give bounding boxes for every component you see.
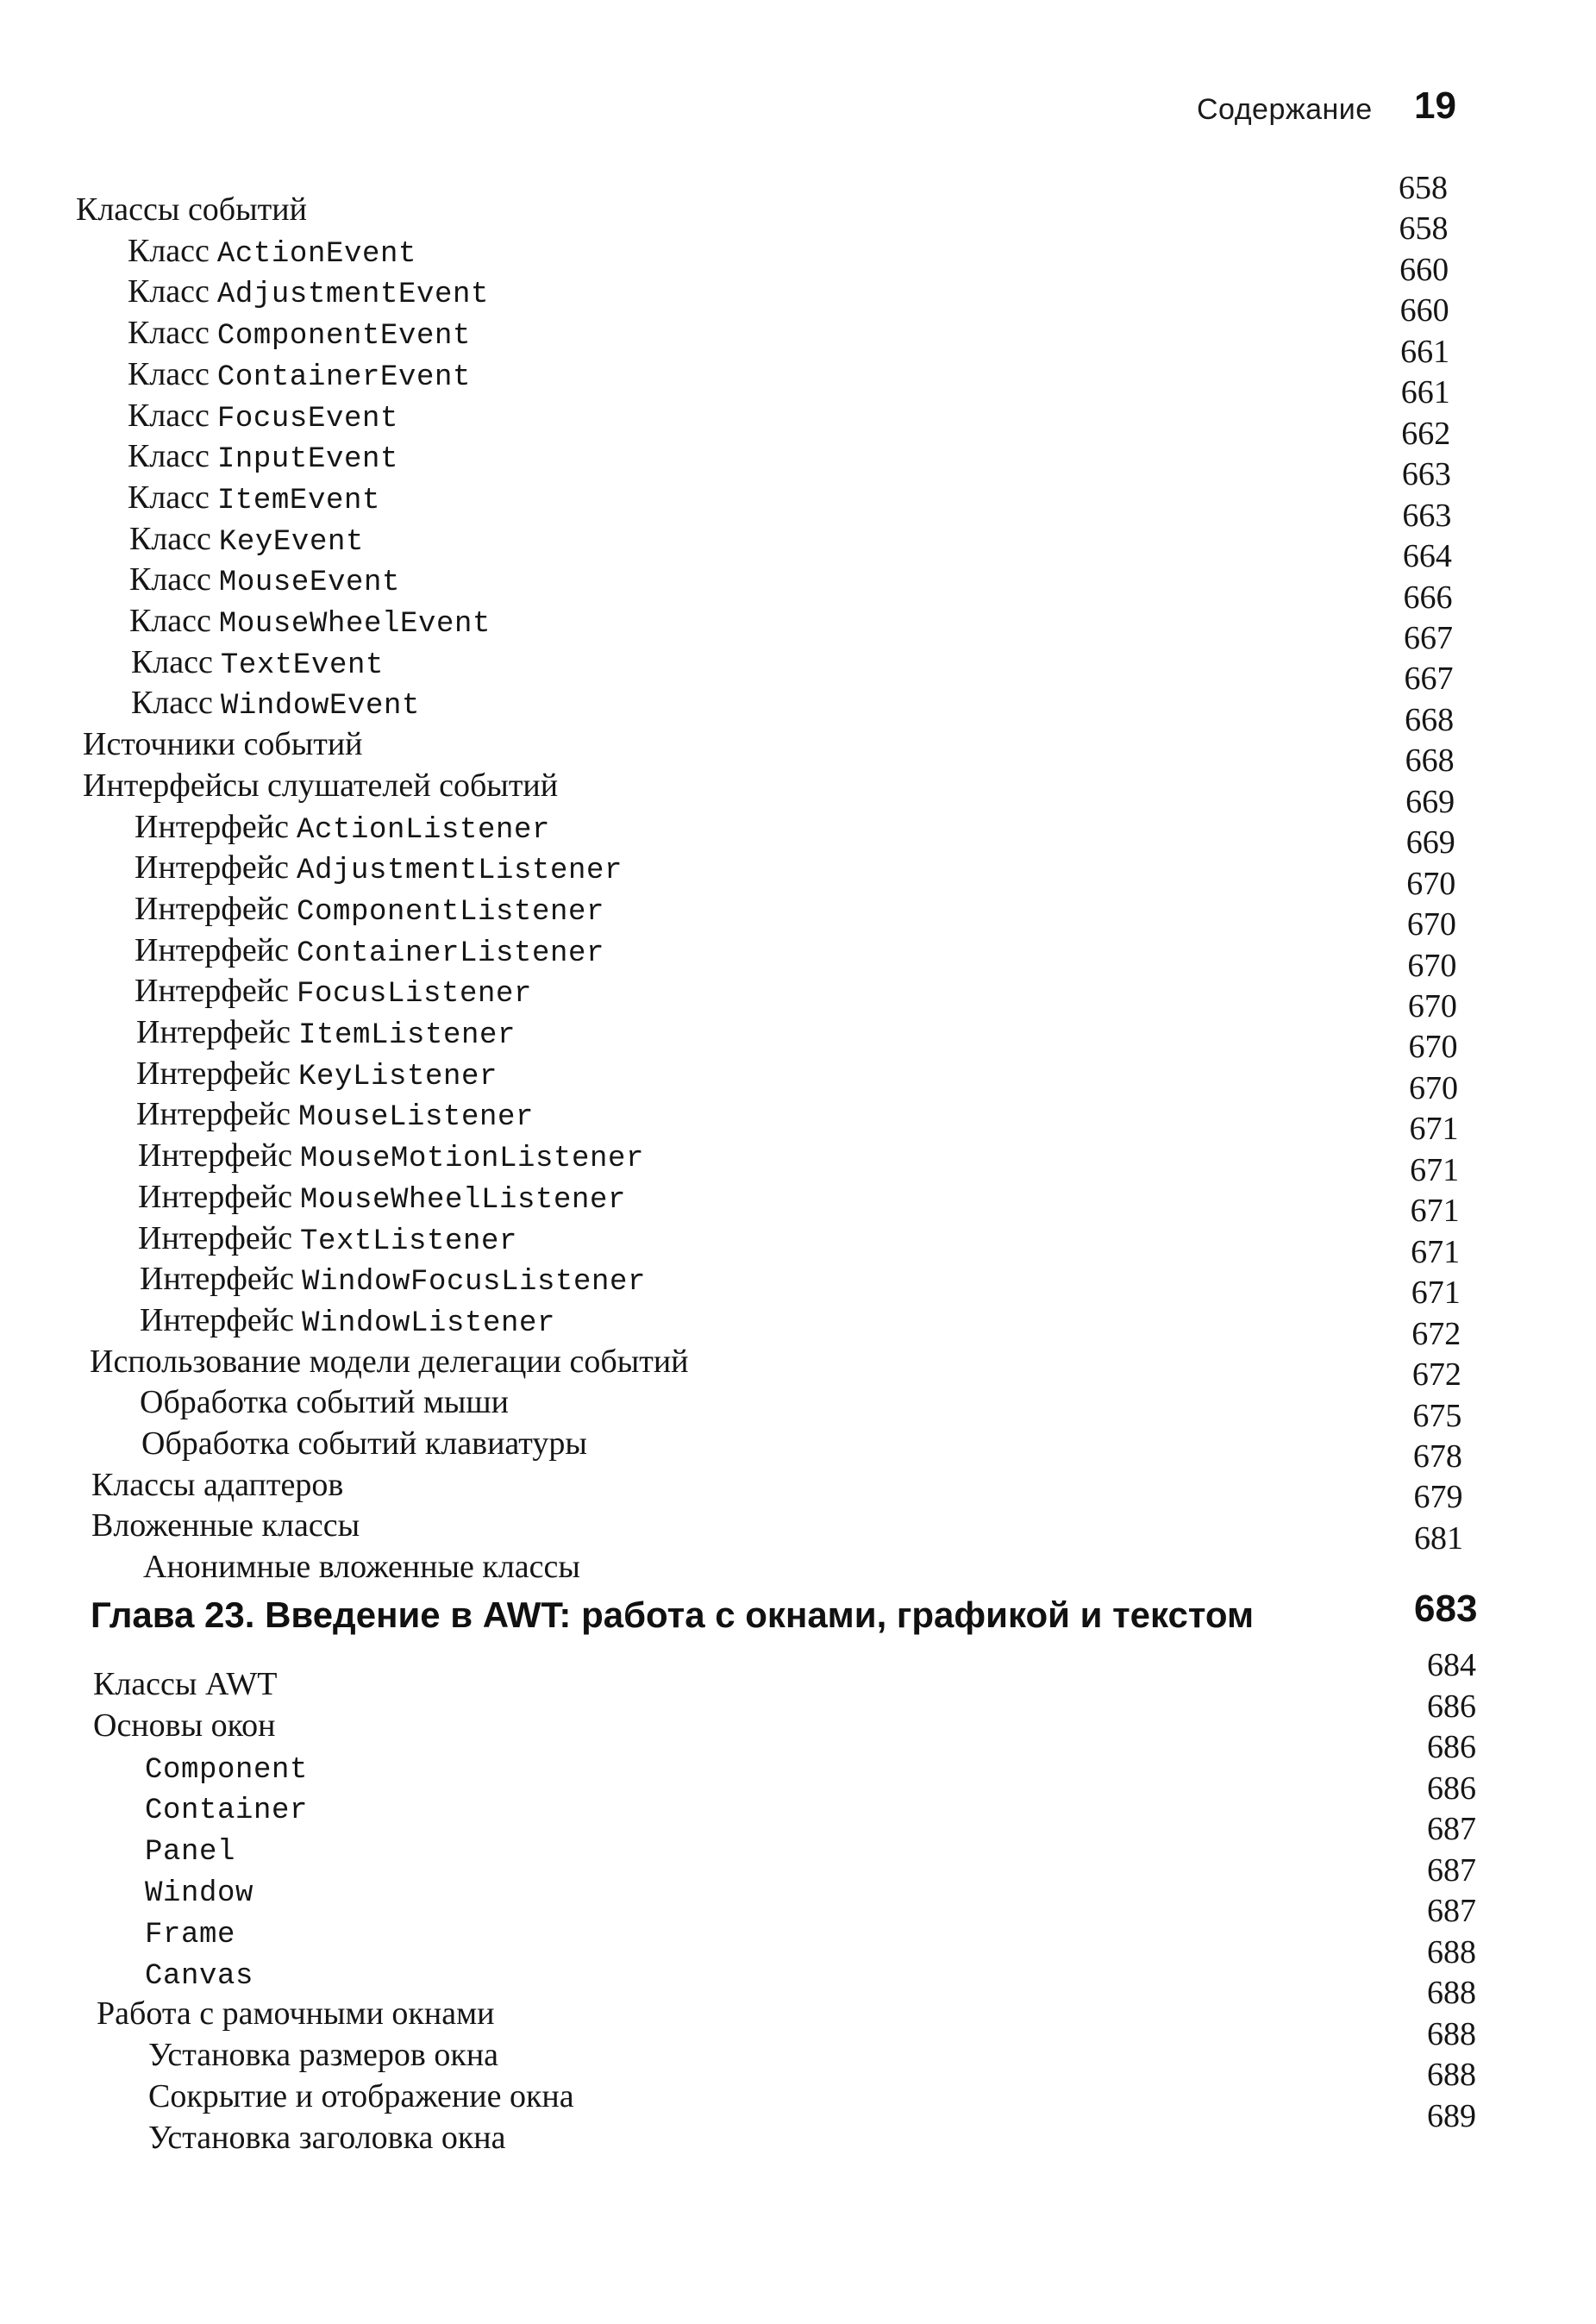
toc-page-number: 669 (1405, 783, 1455, 820)
toc-page-number: 670 (1406, 865, 1456, 902)
toc-entry (135, 930, 604, 970)
toc-entry (141, 1424, 587, 1463)
toc-entry-label: Интерфейс (135, 849, 289, 886)
running-header-title: Содержание (1197, 93, 1373, 126)
toc-entry (145, 1747, 308, 1787)
toc-entry-label: Анонимные вложенные классы (143, 1549, 580, 1586)
toc-page-number: 670 (1408, 1029, 1458, 1066)
toc-page-number: 664 (1402, 538, 1452, 575)
toc-entry-code: Component (145, 1753, 309, 1787)
toc-page-number: 688 (1427, 2015, 1476, 2052)
toc-page-number: 668 (1405, 742, 1455, 780)
toc-entry (93, 1706, 276, 1745)
toc-entry-label: Интерфейс (138, 1137, 292, 1175)
toc-entry-code: WindowEvent (220, 690, 420, 724)
toc-entry-code: ComponentListener (296, 895, 605, 929)
toc-page-number: 671 (1410, 1151, 1460, 1188)
toc-page-number: 686 (1427, 1688, 1476, 1725)
toc-entry (140, 1259, 646, 1299)
chapter-page-number: 683 (1414, 1588, 1478, 1630)
toc-entry-label: Интерфейс (135, 808, 289, 845)
toc-page-number: 663 (1401, 456, 1451, 493)
toc-entry-label: Класс (128, 232, 210, 269)
toc-entry-label: Установка заголовка окна (148, 2119, 506, 2156)
toc-entry (148, 2035, 498, 2075)
toc-entry (140, 1382, 509, 1422)
toc-entry (90, 1342, 689, 1381)
toc-entry-label: Интерфейс (140, 1261, 294, 1298)
toc-entry-code: InputEvent (216, 443, 398, 477)
toc-entry (83, 724, 363, 764)
toc-entry-label: Классы AWT (93, 1666, 278, 1702)
toc-entry (93, 1664, 277, 1704)
toc-page-number: 688 (1427, 1975, 1476, 2011)
toc-entry-label: Интерфейс (135, 890, 289, 927)
toc-entry-label: Интерфейс (138, 1219, 292, 1256)
toc-entry (128, 436, 398, 476)
toc-entry (128, 231, 416, 271)
toc-entry-label: Основы окон (93, 1707, 276, 1744)
toc-entry-code: KeyEvent (218, 525, 364, 559)
toc-entry-code: MouseListener (297, 1101, 534, 1135)
toc-page-number: 661 (1400, 333, 1450, 370)
toc-entry (128, 478, 380, 517)
toc-entry (83, 766, 558, 805)
toc-entry (129, 601, 491, 641)
toc-entry-code: TextEvent (220, 648, 384, 682)
toc-entry-label: Обработка событий мыши (140, 1384, 510, 1421)
toc-entry-label: Обработка событий клавиатуры (141, 1425, 587, 1462)
toc-entry (129, 560, 400, 599)
running-header-page-number: 19 (1414, 85, 1456, 127)
toc-entry-code: Frame (145, 1918, 236, 1951)
toc-entry-code: WindowFocusListener (301, 1266, 647, 1300)
toc-page-number: 679 (1413, 1479, 1463, 1516)
toc-entry-label: Интерфейс (136, 1055, 291, 1092)
toc-entry (148, 2077, 574, 2116)
toc-entry-code: Canvas (145, 1959, 254, 1993)
toc-entry (128, 396, 398, 435)
toc-entry-code: ItemListener (297, 1019, 516, 1052)
toc-entry (145, 1870, 253, 1910)
toc-entry (128, 354, 471, 394)
toc-page-number: 658 (1399, 210, 1449, 247)
toc-entry-label: Классы адаптеров (91, 1466, 344, 1503)
toc-page-number: 670 (1407, 988, 1457, 1024)
toc-entry (140, 1300, 555, 1340)
toc-entry (138, 1218, 517, 1258)
toc-entry-label: Классы событий (76, 191, 307, 228)
toc-entry-label: Класс (131, 643, 213, 680)
toc-page-number: 663 (1402, 497, 1452, 534)
toc-entry (145, 1953, 253, 1993)
toc-entry (135, 848, 623, 887)
toc-entry-label: Класс (129, 561, 211, 598)
toc-entry (91, 1506, 360, 1545)
toc-entry-code: Window (145, 1877, 254, 1910)
toc-page-number: 684 (1427, 1647, 1476, 1683)
toc-entry (135, 971, 532, 1011)
toc-entry (145, 1829, 235, 1869)
toc-page-number: 670 (1407, 947, 1457, 984)
toc-entry-label: Интерфейс (135, 931, 289, 968)
toc-page-number: 658 (1399, 170, 1448, 206)
toc-entry (131, 683, 420, 723)
toc-page-number: 670 (1409, 1069, 1458, 1106)
toc-entry-label: Интерфейс (136, 1014, 291, 1050)
toc-page-number: 672 (1411, 1315, 1461, 1352)
toc-entry-label: Интерфейс (135, 973, 289, 1010)
toc-entry (145, 1912, 235, 1951)
toc-page-number: 670 (1406, 906, 1456, 943)
toc-page-number: 675 (1412, 1397, 1462, 1434)
toc-entry-label: Интерфейс (140, 1301, 294, 1338)
toc-entry-code: ContainerListener (296, 936, 605, 970)
toc-entry-code: FocusListener (296, 978, 532, 1012)
toc-entry-label: Работа с рамочными окнами (97, 1995, 495, 2033)
toc-page-number: 662 (1401, 415, 1451, 452)
toc-entry-code: KeyListener (297, 1060, 498, 1093)
toc-page-number: 666 (1403, 579, 1453, 616)
toc-entry (136, 1054, 498, 1093)
toc-page-number: 671 (1411, 1275, 1461, 1312)
toc-entry-code: MouseEvent (218, 567, 400, 600)
toc-page-number: 687 (1427, 1851, 1476, 1889)
toc-entry-code: ComponentEvent (216, 320, 471, 354)
toc-page-number: 672 (1411, 1356, 1461, 1394)
toc-entry (135, 889, 604, 929)
toc-entry-code: MouseWheelEvent (218, 608, 491, 641)
toc-entry-code: ItemEvent (216, 484, 380, 517)
toc-entry-label: Класс (129, 603, 211, 639)
toc-page-number: 671 (1409, 1111, 1459, 1148)
toc-entry-label: Класс (128, 315, 210, 352)
toc-page-number: 681 (1414, 1519, 1463, 1557)
toc-entry (76, 190, 307, 229)
toc-entry-label: Класс (128, 355, 210, 392)
toc-page-number: 671 (1411, 1233, 1461, 1270)
toc-entry-code: Container (145, 1795, 309, 1828)
toc-entry (91, 1465, 343, 1505)
toc-entry-label: Установка размеров окна (148, 2037, 499, 2074)
toc-entry-code: AdjustmentEvent (216, 279, 489, 312)
toc-entry-code: FocusEvent (216, 402, 398, 435)
toc-entry (136, 1094, 534, 1134)
toc-page-number: 660 (1399, 251, 1449, 288)
toc-entry-label: Класс (131, 685, 213, 722)
toc-page-number: 688 (1427, 2057, 1476, 2093)
toc-entry-code: MouseMotionListener (299, 1143, 645, 1176)
toc-entry-label: Класс (128, 438, 210, 475)
toc-entry-label: Вложенные классы (91, 1507, 360, 1544)
toc-entry-label: Интерфейс (136, 1096, 291, 1133)
toc-entry-code: TextListener (299, 1225, 517, 1258)
toc-page-number: 687 (1427, 1893, 1476, 1929)
toc-entry (128, 313, 471, 353)
toc-entry-label: Класс (128, 273, 210, 310)
toc-entry-label: Класс (128, 397, 210, 434)
toc-entry (138, 1177, 626, 1217)
toc-entry (131, 642, 384, 682)
toc-entry-label: Сокрытие и отображение окна (148, 2078, 574, 2114)
toc-entry-code: Panel (145, 1836, 236, 1870)
toc-entry-label: Источники событий (83, 726, 363, 763)
toc-page-number: 687 (1427, 1811, 1476, 1847)
toc-page-number: 667 (1404, 661, 1454, 698)
toc-entry-code: ActionEvent (216, 237, 416, 271)
toc-entry-label: Класс (128, 479, 210, 516)
toc-entry-label: Класс (129, 520, 211, 557)
toc-page-number: 661 (1400, 374, 1450, 411)
toc-entry (145, 1788, 308, 1827)
toc-page-number: 660 (1399, 292, 1449, 329)
toc-page-number: 689 (1427, 2097, 1476, 2134)
toc-page-number: 688 (1427, 1933, 1476, 1970)
toc-page-number: 686 (1427, 1729, 1476, 1765)
toc-entry (143, 1547, 580, 1587)
toc-page-number: 686 (1427, 1770, 1476, 1807)
toc-entry (135, 807, 550, 847)
toc-entry-code: WindowListener (301, 1306, 555, 1340)
toc-entry-code: ContainerEvent (216, 360, 471, 394)
toc-page-number: 669 (1405, 824, 1455, 861)
toc-entry-label: Интерфейс (138, 1178, 292, 1215)
toc-entry (97, 1994, 494, 2033)
toc-page-number: 678 (1412, 1438, 1462, 1475)
toc-entry-code: MouseWheelListener (299, 1183, 627, 1217)
toc-entry (136, 1012, 516, 1052)
toc-page-number: 667 (1404, 619, 1453, 656)
toc-entry (138, 1136, 644, 1175)
toc-page-number: 668 (1405, 701, 1455, 738)
toc-entry (148, 2118, 506, 2158)
toc-entry-label: Интерфейсы слушателей событий (83, 767, 559, 804)
toc-page-number: 671 (1410, 1193, 1460, 1230)
toc-entry (129, 519, 364, 559)
toc-entry-code: AdjustmentListener (296, 855, 623, 888)
chapter-heading: Глава 23. Введение в AWT: работа с окнами, графикой и текстом (91, 1594, 1255, 1635)
toc-entry-code: ActionListener (296, 813, 550, 847)
toc-entry (128, 272, 489, 311)
toc-entry-label: Использование модели делегации событий (90, 1343, 689, 1380)
